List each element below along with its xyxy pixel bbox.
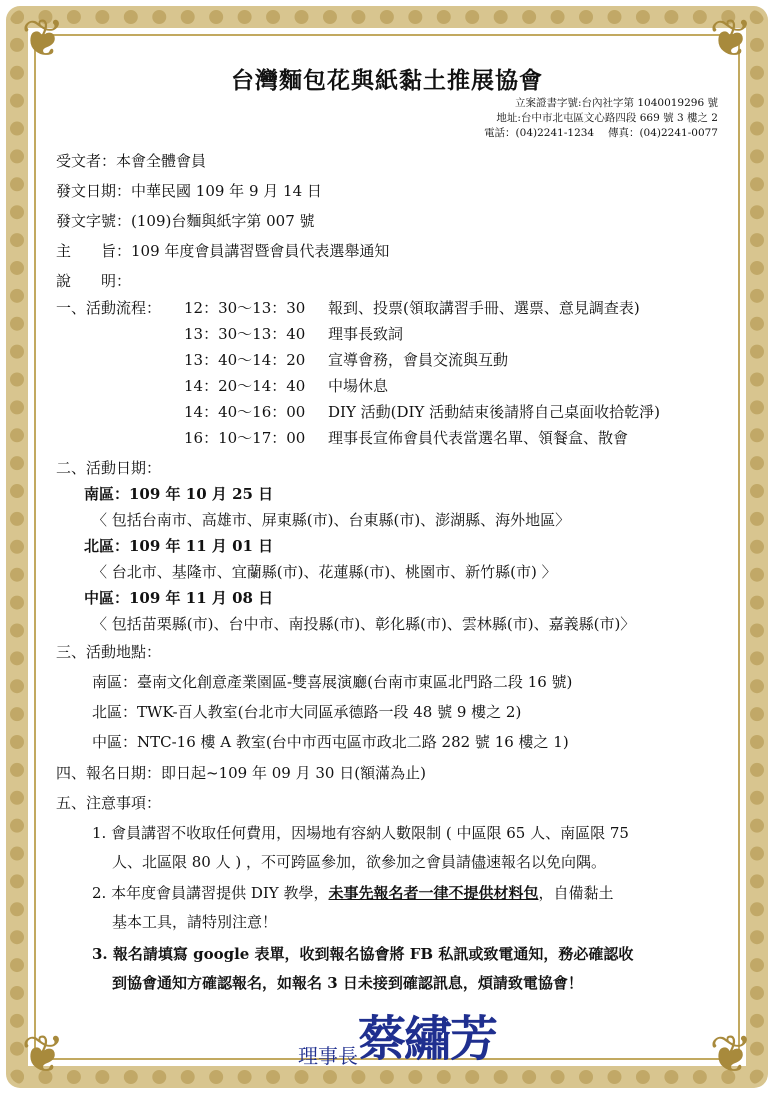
flow-time: 16：10～17：00: [184, 429, 306, 447]
recipient-label: 受文者：: [56, 152, 117, 170]
ref-label: 發文字號：: [56, 212, 132, 230]
flow-item: [184, 427, 628, 448]
ref-value: (109)台麵與紙字第 007 號: [131, 212, 315, 230]
signature-title: 理事長: [298, 1044, 358, 1068]
region-south-date: 南區：109 年 10 月 25 日: [84, 485, 274, 503]
flow-time: 13：40～14：20: [184, 351, 306, 369]
flow-time: 12：30～13：30: [184, 299, 306, 317]
region-central-date: 中區：109 年 11 月 08 日: [84, 589, 274, 607]
venue-central: 中區：NTC-16 樓 A 教室(台中市西屯區市政北二路 282 號 16 樓之 1): [92, 733, 569, 751]
subject-value: 109 年度會員講習暨會員代表選舉通知: [131, 242, 390, 260]
flow-item: [184, 349, 508, 370]
recipient-value: 本會全體會員: [116, 152, 207, 170]
flow-item: [184, 323, 403, 344]
corner-ornament-icon: ❦: [21, 9, 65, 69]
flow-desc: 理事長宣佈會員代表當選名單、領餐盒、散會: [328, 429, 629, 447]
note-2-text-end: ，自備黏土: [538, 884, 614, 902]
flow-item: [184, 375, 388, 396]
venue-north: 北區：TWK-百人教室(台北市大同區承德路一段 48 號 9 樓之 2): [92, 703, 522, 721]
section-notes-label: 五、注意事項：: [56, 794, 162, 812]
note-3: 3. 報名請填寫 google 表單，收到報名協會將 FB 私訊或致電通知，務必確認收: [92, 945, 634, 963]
flow-desc: 中場休息: [328, 377, 389, 395]
corner-ornament-icon: ❦: [21, 1025, 65, 1085]
date-row: [56, 180, 322, 201]
org-info: [484, 96, 718, 141]
section-venue-label: 三、活動地點：: [56, 643, 162, 661]
section-flow-label: 一、活動流程：: [56, 299, 162, 317]
ref-row: [56, 210, 315, 231]
note-2-text: 2. 本年度會員講習提供 DIY 教學，: [92, 884, 329, 902]
region-central-areas: 〈 包括苗栗縣(市)、台中市、南投縣(市)、彰化縣(市)、雲林縣(市)、嘉義縣(市)〉: [92, 615, 636, 633]
org-contact: 電話：(04)2241-1234 傳真：(04)2241-0077: [484, 127, 718, 139]
org-address: 地址:台中市北屯區文心路四段 669 號 3 樓之 2: [496, 112, 718, 124]
venue-south: 南區：臺南文化創意產業園區-雙喜展演廳(台南市東區北門路二段 16 號): [92, 673, 573, 691]
corner-ornament-icon: ❦: [709, 9, 753, 69]
recipient-row: [56, 150, 206, 171]
section-registration: 四、報名日期：即日起~109 年 09 月 30 日(額滿為止): [56, 764, 426, 782]
flow-time: 14：40～16：00: [184, 403, 306, 421]
note-1: 1. 會員講習不收取任何費用，因場地有容納人數限制 ( 中區限 65 人、南區限 75: [92, 824, 629, 842]
flow-desc: 理事長致詞: [328, 325, 404, 343]
flow-desc: 報到、投票(領取講習手冊、選票、意見調查表): [328, 299, 640, 317]
note-3-cont: 到協會通知方確認報名，如報名 3 日未接到確認訊息，煩請致電協會！: [112, 974, 583, 992]
page-title: 台灣麵包花與紙黏土推展協會: [231, 67, 543, 94]
note-2: [92, 882, 614, 903]
region-south-areas: 〈 包括台南市、高雄市、屏東縣(市)、台東縣(市)、澎湖縣、海外地區〉: [92, 511, 571, 529]
flow-item: [184, 297, 640, 318]
flow-item: [184, 401, 660, 422]
note-2-emphasis: 未事先報名者一律不提供材料包: [328, 884, 539, 902]
note-2-cont: 基本工具，請特別注意！: [112, 913, 278, 931]
flow-time: 14：20～14：40: [184, 377, 306, 395]
region-north-areas: 〈 台北市、基隆市、宜蘭縣(市)、花蓮縣(市)、桃園市、新竹縣(市) 〉: [92, 563, 557, 581]
date-label: 發文日期：: [56, 182, 132, 200]
flow-desc: 宣導會務，會員交流與互動: [328, 351, 509, 369]
flow-desc: DIY 活動(DIY 活動結束後請將自己桌面收拾乾淨): [328, 403, 660, 421]
signature: [298, 1000, 496, 1069]
section-dates-label: 二、活動日期：: [56, 459, 162, 477]
region-north-date: 北區：109 年 11 月 01 日: [84, 537, 274, 555]
subject-row: [56, 240, 389, 261]
signature-name: 蔡繡芳: [358, 1011, 497, 1067]
note-1-cont: 人、北區限 80 人 ) ，不可跨區參加，欲參加之會員請儘速報名以免向隅。: [112, 853, 607, 871]
corner-ornament-icon: ❦: [709, 1025, 753, 1085]
subject-label: 主 旨：: [56, 242, 132, 260]
flow-time: 13：30～13：40: [184, 325, 306, 343]
registration-number: 立案證書字號:台內社字第 1040019296 號: [514, 97, 718, 109]
date-value: 中華民國 109 年 9 月 14 日: [131, 182, 322, 200]
description-label: 說 明：: [56, 272, 132, 290]
